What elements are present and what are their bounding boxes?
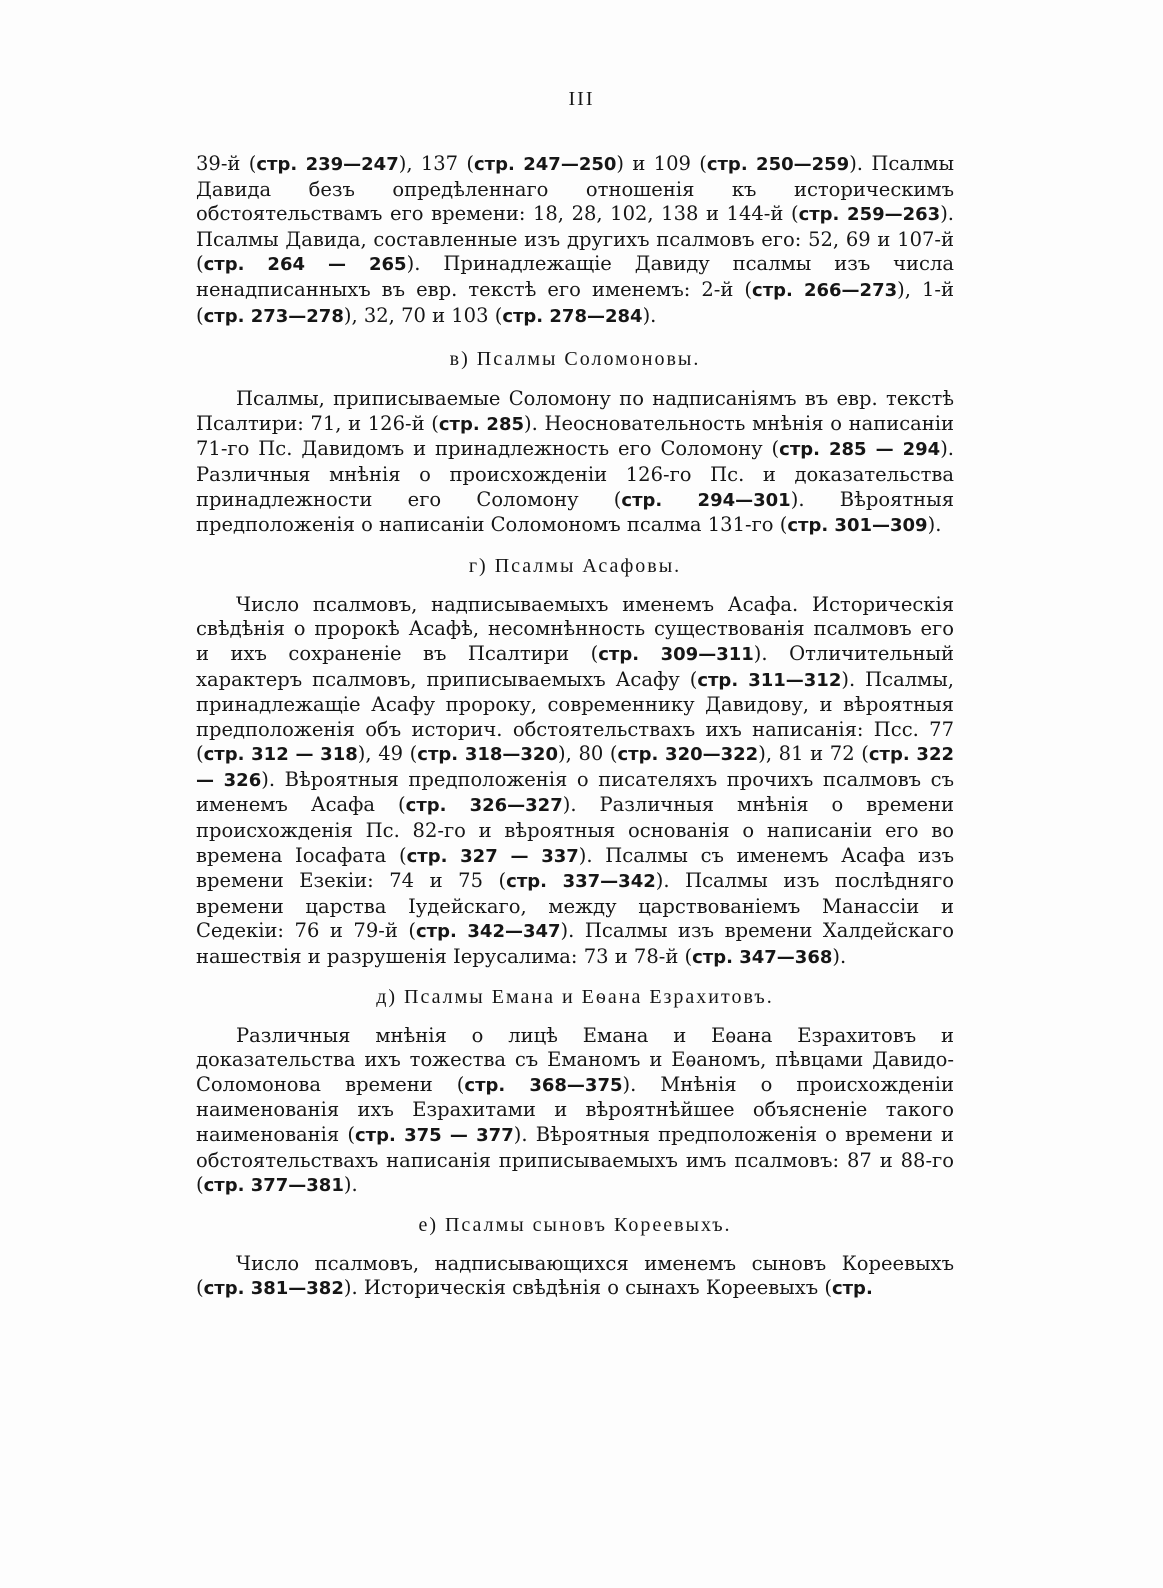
section-heading-g: г) Псалмы Асафовы. bbox=[468, 554, 682, 577]
text-run: ). bbox=[642, 303, 657, 327]
page-reference: стр. bbox=[831, 1278, 873, 1300]
text-run: ). Вѣроятныя предположенія о писателяхъ прочихъ псалмовъ съ именемъ Асафа ( bbox=[196, 767, 954, 817]
page-reference: стр. 312 — 318 bbox=[203, 744, 358, 766]
page-reference: стр. 368—375 bbox=[464, 1074, 623, 1096]
section-heading-d: д) Псалмы Емана и Еѳана Езрахитовъ. bbox=[376, 985, 774, 1008]
text-run: ). Псалмы Давида безъ опредѣленнаго отношенія къ историческимъ обстоятельствамъ его времени: 18, 28, 102, 138 и 144-й ( bbox=[196, 152, 954, 226]
page-reference: стр. 309—311 bbox=[598, 643, 754, 665]
page-reference: стр. 278—284 bbox=[502, 305, 643, 327]
paragraph-solomon bbox=[196, 387, 954, 539]
text-run: ). Историческія свѣдѣнія о сынахъ Кореевыхъ ( bbox=[343, 1276, 832, 1300]
paragraph-intro bbox=[196, 152, 954, 329]
page-reference: стр. 266—273 bbox=[752, 279, 898, 301]
text-run: ). Псалмы съ именемъ Асафа изъ времени Езекіи: 74 и 75 ( bbox=[196, 843, 954, 893]
page-reference: стр. 273—278 bbox=[203, 305, 344, 327]
page-reference: стр. 377—381 bbox=[203, 1175, 344, 1197]
text-column bbox=[196, 152, 954, 1302]
page-reference: стр. 301—309 bbox=[787, 515, 928, 537]
text-run: ). Псалмы изъ времени Халдейскаго нашествія и разрушенія Іерусалима: 73 и 78-й ( bbox=[196, 919, 954, 969]
page-reference: стр. 327 — 337 bbox=[406, 845, 579, 867]
text-run: ). Псалмы изъ послѣдняго времени царства Іудейскаго, между царствованіемъ Манассіи и Седекіи: 76 и 79-й ( bbox=[196, 869, 954, 943]
paragraph-heman-ethan bbox=[196, 1024, 954, 1199]
page-number: III bbox=[568, 88, 595, 110]
text-run: Число псалмовъ, надписывающихся именемъ сыновъ Кореевыхъ ( bbox=[196, 1251, 954, 1300]
page-reference: стр. 247—250 bbox=[474, 154, 617, 175]
page-reference: стр. 311—312 bbox=[697, 669, 842, 691]
text-run: ), 32, 70 и 103 ( bbox=[343, 303, 503, 327]
text-run: ). Различныя мнѣнія о времени происхожденія Пс. 82-го и вѣроятныя основанія о написаніи его во времена Іосафата ( bbox=[196, 793, 954, 867]
page-reference: стр. 322 — 326 bbox=[196, 744, 954, 791]
page-reference: стр. 320—322 bbox=[617, 744, 759, 766]
paragraph-asaph bbox=[196, 593, 954, 971]
page-reference: стр. 337—342 bbox=[506, 871, 656, 893]
page-reference: стр. 259—263 bbox=[798, 204, 941, 226]
page-reference: стр. 381—382 bbox=[203, 1278, 344, 1300]
page-reference: стр. 285 bbox=[438, 413, 524, 435]
text-run: ), 137 ( bbox=[398, 152, 475, 175]
page-reference: стр. 239—247 bbox=[256, 154, 399, 175]
page-reference: стр. 347—368 bbox=[692, 947, 833, 969]
text-run: ). Различныя мнѣнія о происхожденіи 126-го Пс. и доказательства принадлежности его Соломону ( bbox=[196, 437, 954, 511]
page-reference: стр. 250—259 bbox=[706, 154, 850, 175]
page-reference: стр. 342—347 bbox=[415, 921, 561, 943]
page-reference: стр. 318—320 bbox=[417, 744, 558, 766]
page-reference: стр. 326—327 bbox=[405, 795, 563, 817]
text-run: ). Неосновательность мнѣнія о написаніи 71-го Пс. Давидомъ и принадлежность его Соломону ( bbox=[196, 411, 954, 461]
text-run: ). bbox=[832, 945, 847, 969]
text-run: ). bbox=[927, 513, 942, 537]
text-run: 39-й ( bbox=[196, 152, 257, 175]
page-reference: стр. 264 — 265 bbox=[203, 254, 407, 276]
section-heading-v: в) Псалмы Соломоновы. bbox=[449, 348, 701, 371]
text-run: ). Вѣроятныя предположенія о написаніи Соломономъ псалма 131-го ( bbox=[196, 487, 954, 537]
page-reference: стр. 375 — 377 bbox=[355, 1125, 514, 1146]
text-run: ). Псалмы Давида, составленные изъ другихъ псалмовъ его: 52, 69 и 107-й ( bbox=[196, 202, 954, 276]
text-run: Число псалмовъ, надписываемыхъ именемъ Асафа. Историческія свѣдѣнія о пророкѣ Асафѣ, несомнѣнность существованія псалмовъ его и ихъ сохраненіе въ Псалтири ( bbox=[196, 592, 954, 665]
text-run: ). Псалмы, принадлежащіе Асафу пророку, современнику Давидову, и вѣроятныя предположенія объ историч. обстоятельствахъ ихъ написанія: Псс. 77 ( bbox=[196, 667, 954, 766]
text-run: ), 49 ( bbox=[357, 742, 418, 766]
text-run: ). Принадлежащіе Давиду псалмы изъ числа ненадписанныхъ въ евр. текстѣ его именемъ: 2-й ( bbox=[196, 252, 954, 301]
text-run: ), 80 ( bbox=[557, 742, 618, 766]
text-run: ). Вѣроятныя предположенія о времени и обстоятельствахъ написанія приписываемыхъ имъ псалмовъ: 87 и 88-го ( bbox=[196, 1123, 954, 1197]
text-run: ). Отличительный характеръ псалмовъ, приписываемыхъ Асафу ( bbox=[196, 641, 954, 691]
section-heading-e: е) Псалмы сыновъ Кореевыхъ. bbox=[418, 1213, 732, 1236]
page-reference: стр. 285 — 294 bbox=[779, 439, 941, 461]
paragraph-korah bbox=[196, 1252, 954, 1302]
text-run: Псалмы, приписываемые Соломону по надписаніямъ въ евр. текстѣ Псалтири: 71, и 126-й ( bbox=[196, 387, 954, 435]
text-run: ), 81 и 72 ( bbox=[758, 742, 869, 766]
text-run: Различныя мнѣнія о лицѣ Емана и Еѳана Езрахитовъ и доказательства ихъ тожества съ Еманомъ и Еѳаномъ, пѣвцами Давидо-Соломонова времени ( bbox=[196, 1023, 954, 1096]
text-run: ). bbox=[343, 1173, 358, 1197]
text-run: ), 1-й ( bbox=[196, 277, 954, 327]
text-run: ) и 109 ( bbox=[616, 152, 707, 175]
text-run: ). Мнѣнія о происхожденіи наименованія ихъ Езрахитами и вѣроятнѣйшее объясненіе такого наименованія ( bbox=[196, 1072, 954, 1146]
page-reference: стр. 294—301 bbox=[621, 489, 791, 511]
